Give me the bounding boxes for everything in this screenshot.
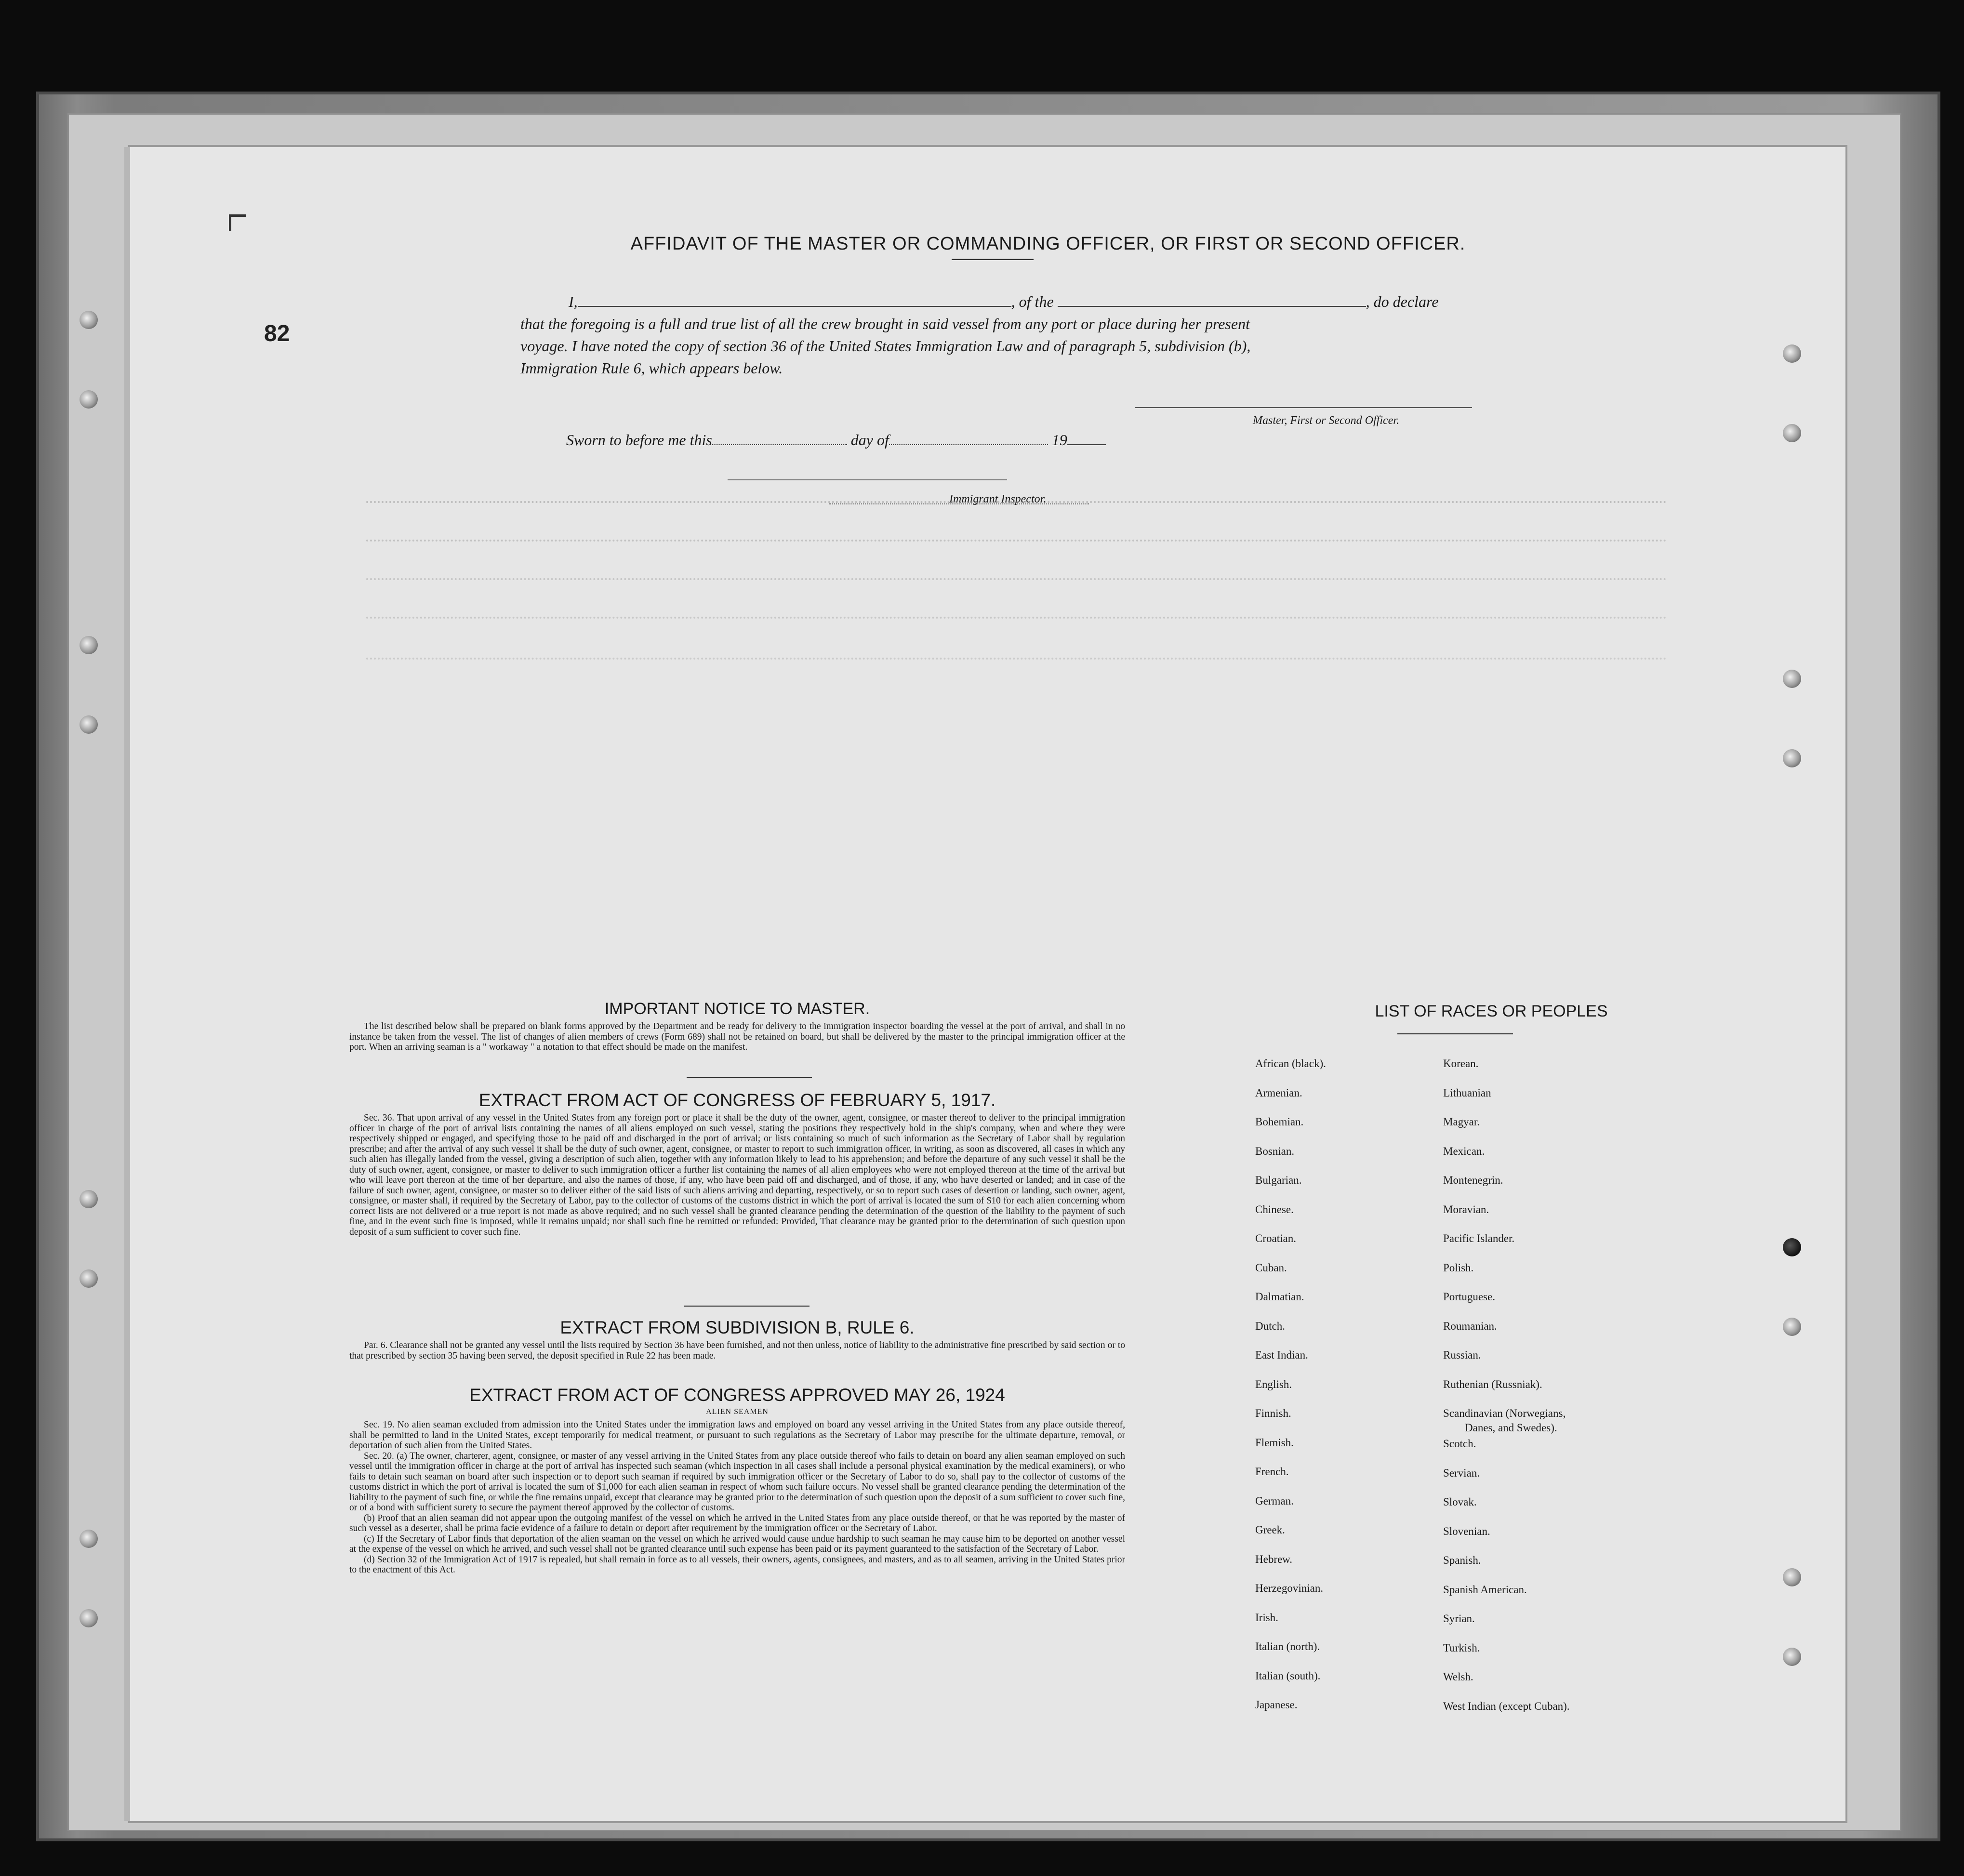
vessel-name-field[interactable] — [1058, 291, 1366, 307]
notice-title: IMPORTANT NOTICE TO MASTER. — [604, 1000, 870, 1018]
binder-hole-icon — [80, 1269, 98, 1288]
binder-hole-icon — [1783, 1318, 1801, 1336]
race-item: Polish. — [1443, 1261, 1474, 1274]
race-item: Korean. — [1443, 1057, 1479, 1070]
sworn-year: 19 — [1051, 431, 1067, 449]
race-item: Pacific Islander. — [1443, 1232, 1515, 1244]
race-item: Mexican. — [1443, 1145, 1485, 1157]
race-item: Dutch. — [1255, 1320, 1285, 1332]
binder-hole-icon — [80, 1530, 98, 1548]
race-item: Scandinavian (Norwegians, — [1443, 1407, 1566, 1419]
race-item: Greek. — [1255, 1524, 1285, 1536]
sworn-day-of: day of — [850, 431, 889, 449]
race-item: Croatian. — [1255, 1232, 1296, 1244]
binder-hole-icon — [1783, 749, 1801, 767]
race-item: Bohemian. — [1255, 1116, 1304, 1128]
race-item: Spanish. — [1443, 1554, 1481, 1566]
sworn-date-field[interactable] — [712, 430, 847, 445]
race-item: Cuban. — [1255, 1261, 1287, 1274]
binder-hole-icon — [80, 636, 98, 654]
binder-hole-icon — [1783, 1238, 1801, 1256]
race-item: Irish. — [1255, 1611, 1278, 1624]
race-item: Armenian. — [1255, 1086, 1302, 1099]
sworn-prefix: Sworn to before me this — [566, 431, 712, 449]
extract-1924-subtitle: ALIEN SEAMEN — [706, 1408, 769, 1416]
sworn-line — [566, 429, 1106, 451]
race-item: Servian. — [1443, 1466, 1480, 1479]
race-item: Welsh. — [1443, 1671, 1473, 1683]
race-item: Bulgarian. — [1255, 1174, 1302, 1186]
inspector-signature-line — [728, 479, 1007, 480]
corner-mark — [229, 214, 246, 231]
extract-rule6-title: EXTRACT FROM SUBDIVISION B, RULE 6. — [560, 1318, 915, 1337]
race-item: Herzegovinian. — [1255, 1582, 1324, 1594]
binder-hole-icon — [1783, 670, 1801, 688]
race-item: East Indian. — [1255, 1349, 1308, 1361]
notice-text: The list described below shall be prepared on blank forms approved by the Department and be ready for delivery to the immigration inspector boarding the vessel at the port of arrival, and shall in no instance be taken from the vessel. The list of changes of alien members of crews (Form 689) shall not be retained on board, but shall be delivered by the master to the principal immigration officer at the port. When an arriving seaman is a " workaway " a notation to that effect should be made on the manifest. — [349, 1021, 1125, 1052]
sworn-year-field[interactable] — [1067, 430, 1106, 445]
race-item: English. — [1255, 1378, 1292, 1390]
binder-hole-icon — [80, 715, 98, 734]
race-item: Scotch. — [1443, 1438, 1476, 1450]
binder-hole-icon — [80, 1609, 98, 1627]
margin-number-mark: 82 — [264, 321, 290, 346]
title-underline — [952, 259, 1034, 260]
declaration-line-4: Immigration Rule 6, which appears below. — [520, 359, 783, 377]
extract-1924-text: Sec. 19. No alien seaman excluded from admission into the United States under the immigration laws and employed on board any vessel arriving in the United States from any place outside thereof, shall be permitted to land in the United States, except temporarily for medical treatment, or pursuant to such regulations as the Secretary of Labor may prescribe for the ultimate departure, removal, or deportation of such alien from the United States. Sec. 20. (a) The owner, charterer, agent, consignee, or master of any vessel arriving in the United States from any place outside thereof who fails to detain on board any alien seaman employed on such vessel until the immigration officer in charge at the port of arrival has inspected such seaman (which inspection in all cases shall include a personal physical examination by the medical examiners), or who fails to detain such seaman on board after such inspection or to deport such seaman if required by such immigration officer or the Secretary of Labor to do so, shall pay to the collector of customs of the customs district in which the port of arrival is located the sum of $1,000 for each alien seaman in respect of whom such failure occurs. No vessel shall be granted clearance pending the determination of the liability to the payment of such fine, or while the fine remains unpaid, except that clearance may be granted prior to the determination of such question upon the deposit of a sum sufficient to cover such fine, or of a bond with sufficient surety to secure the payment thereof approved by the collector of customs. (b) Proof that an alien seaman did not appear upon the outgoing manifest of the vessel on which he arrived in the United States from any place outside thereof, or that he was reported by the master of such vessel as a deserter, shall be prima facie evidence of a failure to detain or deport after requirement by the immigration officer or the Secretary of Labor. (c) If the Secretary of Labor finds that deportation of the alien seaman on the vessel on which he arrived would cause undue hardship to such seaman he may cause him to be deported on another vessel at the expense of the vessel on which he arrived, and such vessel shall not be granted clearance until such expense has been paid or its payment guaranteed to the satisfaction of the Secretary of Labor. (d) Section 32 of the Immigration Act of 1917 is repealed, but shall remain in force as to all vessels, their owners, agents, consignees, and masters, and as to all seamen, arriving in the United States prior to the enactment of this Act. — [349, 1420, 1125, 1575]
race-item: West Indian (except Cuban). — [1443, 1700, 1570, 1712]
race-item: Finnish. — [1255, 1407, 1291, 1419]
race-item: Syrian. — [1443, 1612, 1475, 1625]
race-item: Chinese. — [1255, 1203, 1294, 1215]
section-divider — [687, 1077, 812, 1078]
declaration-do-declare: , do declare — [1366, 293, 1439, 310]
race-item: Portuguese. — [1443, 1291, 1495, 1303]
extract-1917-title: EXTRACT FROM ACT OF CONGRESS OF FEBRUARY 5, 1917. — [478, 1090, 996, 1110]
signature-label: Master, First or Second Officer. — [1253, 414, 1399, 427]
binder-hole-icon — [1783, 1568, 1801, 1586]
master-name-field[interactable] — [578, 291, 1011, 307]
race-item: Russian. — [1443, 1349, 1481, 1361]
affidavit-title: AFFIDAVIT OF THE MASTER OR COMMANDING OFFICER, OR FIRST OR SECOND OFFICER. — [630, 234, 1466, 254]
race-item: Hebrew. — [1255, 1553, 1293, 1565]
binder-hole-icon — [1783, 344, 1801, 363]
extract-1917-text: Sec. 36. That upon arrival of any vessel in the United States from any foreign port or place it shall be the duty of the owner, agent, consignee, or master thereof to deliver to the principal immigration officer in charge of the port of arrival lists containing the names of all aliens employed on such vessel, stating the positions they respectively hold in the ship's company, when and where they were respectively shipped or engaged, and specifying those to be paid off and discharged in the port of arrival; or lists containing so much of such information as the Secretary of Labor shall by regulation prescribe; and after the arrival of any such vessel it shall be the duty of such owner, agent, consignee, or master to report to such immigration officer, in writing, as soon as discovered, all cases in which any such alien has illegally landed from the vessel, giving a description of such alien, together with any information likely to lead to his apprehension; and before the departure of any such vessel it shall be the duty of such owner, agent, consignee, or master to deliver to such immigration officer a further list containing the names of all alien employees who were not employed thereon at the time of the arrival but who will leave port thereon at the time of her departure, and also the names of those, if any, who have been paid off and discharged, and of those, if any, who have deserted or landed; and in case of the failure of such owner, agent, consignee, or master so to deliver either of the said lists of such aliens arriving and departing, respectively, or so to report such cases of desertion or landing, such owner, agent, consignee, or master shall, if required by the Secretary of Labor, pay to the collector of customs of the customs district in which the port of arrival is located the sum of $10 for each alien concerning whom correct lists are not delivered or a true report is not made as above required; and no such vessel shall be granted clearance pending the determination of the question of the liability to the payment of such fine, and in the event such fine is imposed, while it remains unpaid; nor shall such fine be remitted or refunded: Provided, That clearance may be granted prior to the determination of such question upon deposit of a sum sufficient to cover such fine. — [349, 1113, 1125, 1237]
race-item: French. — [1255, 1466, 1289, 1478]
binder-hole-icon — [1783, 1648, 1801, 1666]
binder-hole-icon — [80, 311, 98, 329]
race-item: Italian (north). — [1255, 1640, 1320, 1652]
race-item: Flemish. — [1255, 1436, 1294, 1449]
signature-line — [1135, 407, 1472, 408]
race-item: Italian (south). — [1255, 1669, 1321, 1682]
inspector-label: Immigrant Inspector. — [949, 493, 1047, 505]
binder-hole-icon — [1783, 424, 1801, 442]
race-item: African (black). — [1255, 1057, 1326, 1070]
sworn-month-field[interactable] — [889, 430, 1048, 445]
declaration-i: I, — [569, 293, 578, 310]
race-item: Spanish American. — [1443, 1583, 1527, 1596]
race-item: Danes, and Swedes). — [1465, 1422, 1557, 1434]
race-item: Montenegrin. — [1443, 1174, 1503, 1186]
race-item: Slovak. — [1443, 1496, 1477, 1508]
race-item: Roumanian. — [1443, 1320, 1497, 1332]
race-item: Bosnian. — [1255, 1145, 1295, 1157]
race-item: Ruthenian (Russniak). — [1443, 1378, 1542, 1390]
race-item: Slovenian. — [1443, 1525, 1490, 1537]
declaration-of-the: , of the — [1011, 293, 1054, 310]
section-divider — [684, 1306, 809, 1307]
races-title-underline — [1397, 1033, 1513, 1034]
race-item: Japanese. — [1255, 1699, 1298, 1711]
declaration-line-2: that the foregoing is a full and true list of all the crew brought in said vessel from any port or place during her present — [520, 315, 1250, 332]
race-item: Lithuanian — [1443, 1086, 1491, 1099]
extract-rule6-text: Par. 6. Clearance shall not be granted any vessel until the lists required by Section 36 have been furnished, and not then unless, notice of liability to the administrative fine prescribed by said section or to that prescribed by section 35 having been served, the deposit specified in Rule 22 has been made. — [349, 1340, 1125, 1361]
extract-1924-title: EXTRACT FROM ACT OF CONGRESS APPROVED MAY 26, 1924 — [469, 1385, 1005, 1405]
manifest-page — [130, 147, 1845, 1821]
binder-hole-icon — [80, 1190, 98, 1208]
race-item: Dalmatian. — [1255, 1291, 1304, 1303]
race-item: Magyar. — [1443, 1116, 1480, 1128]
race-item: Turkish. — [1443, 1641, 1480, 1654]
race-item: German. — [1255, 1494, 1294, 1507]
declaration-line-3: voyage. I have noted the copy of section 36 of the United States Immigration Law and of paragraph 5, subdivision (b), — [520, 337, 1251, 355]
race-item: Moravian. — [1443, 1203, 1489, 1215]
binder-hole-icon — [80, 390, 98, 409]
races-title: LIST OF RACES OR PEOPLES — [1375, 1002, 1608, 1020]
affidavit-declaration — [520, 291, 1472, 379]
